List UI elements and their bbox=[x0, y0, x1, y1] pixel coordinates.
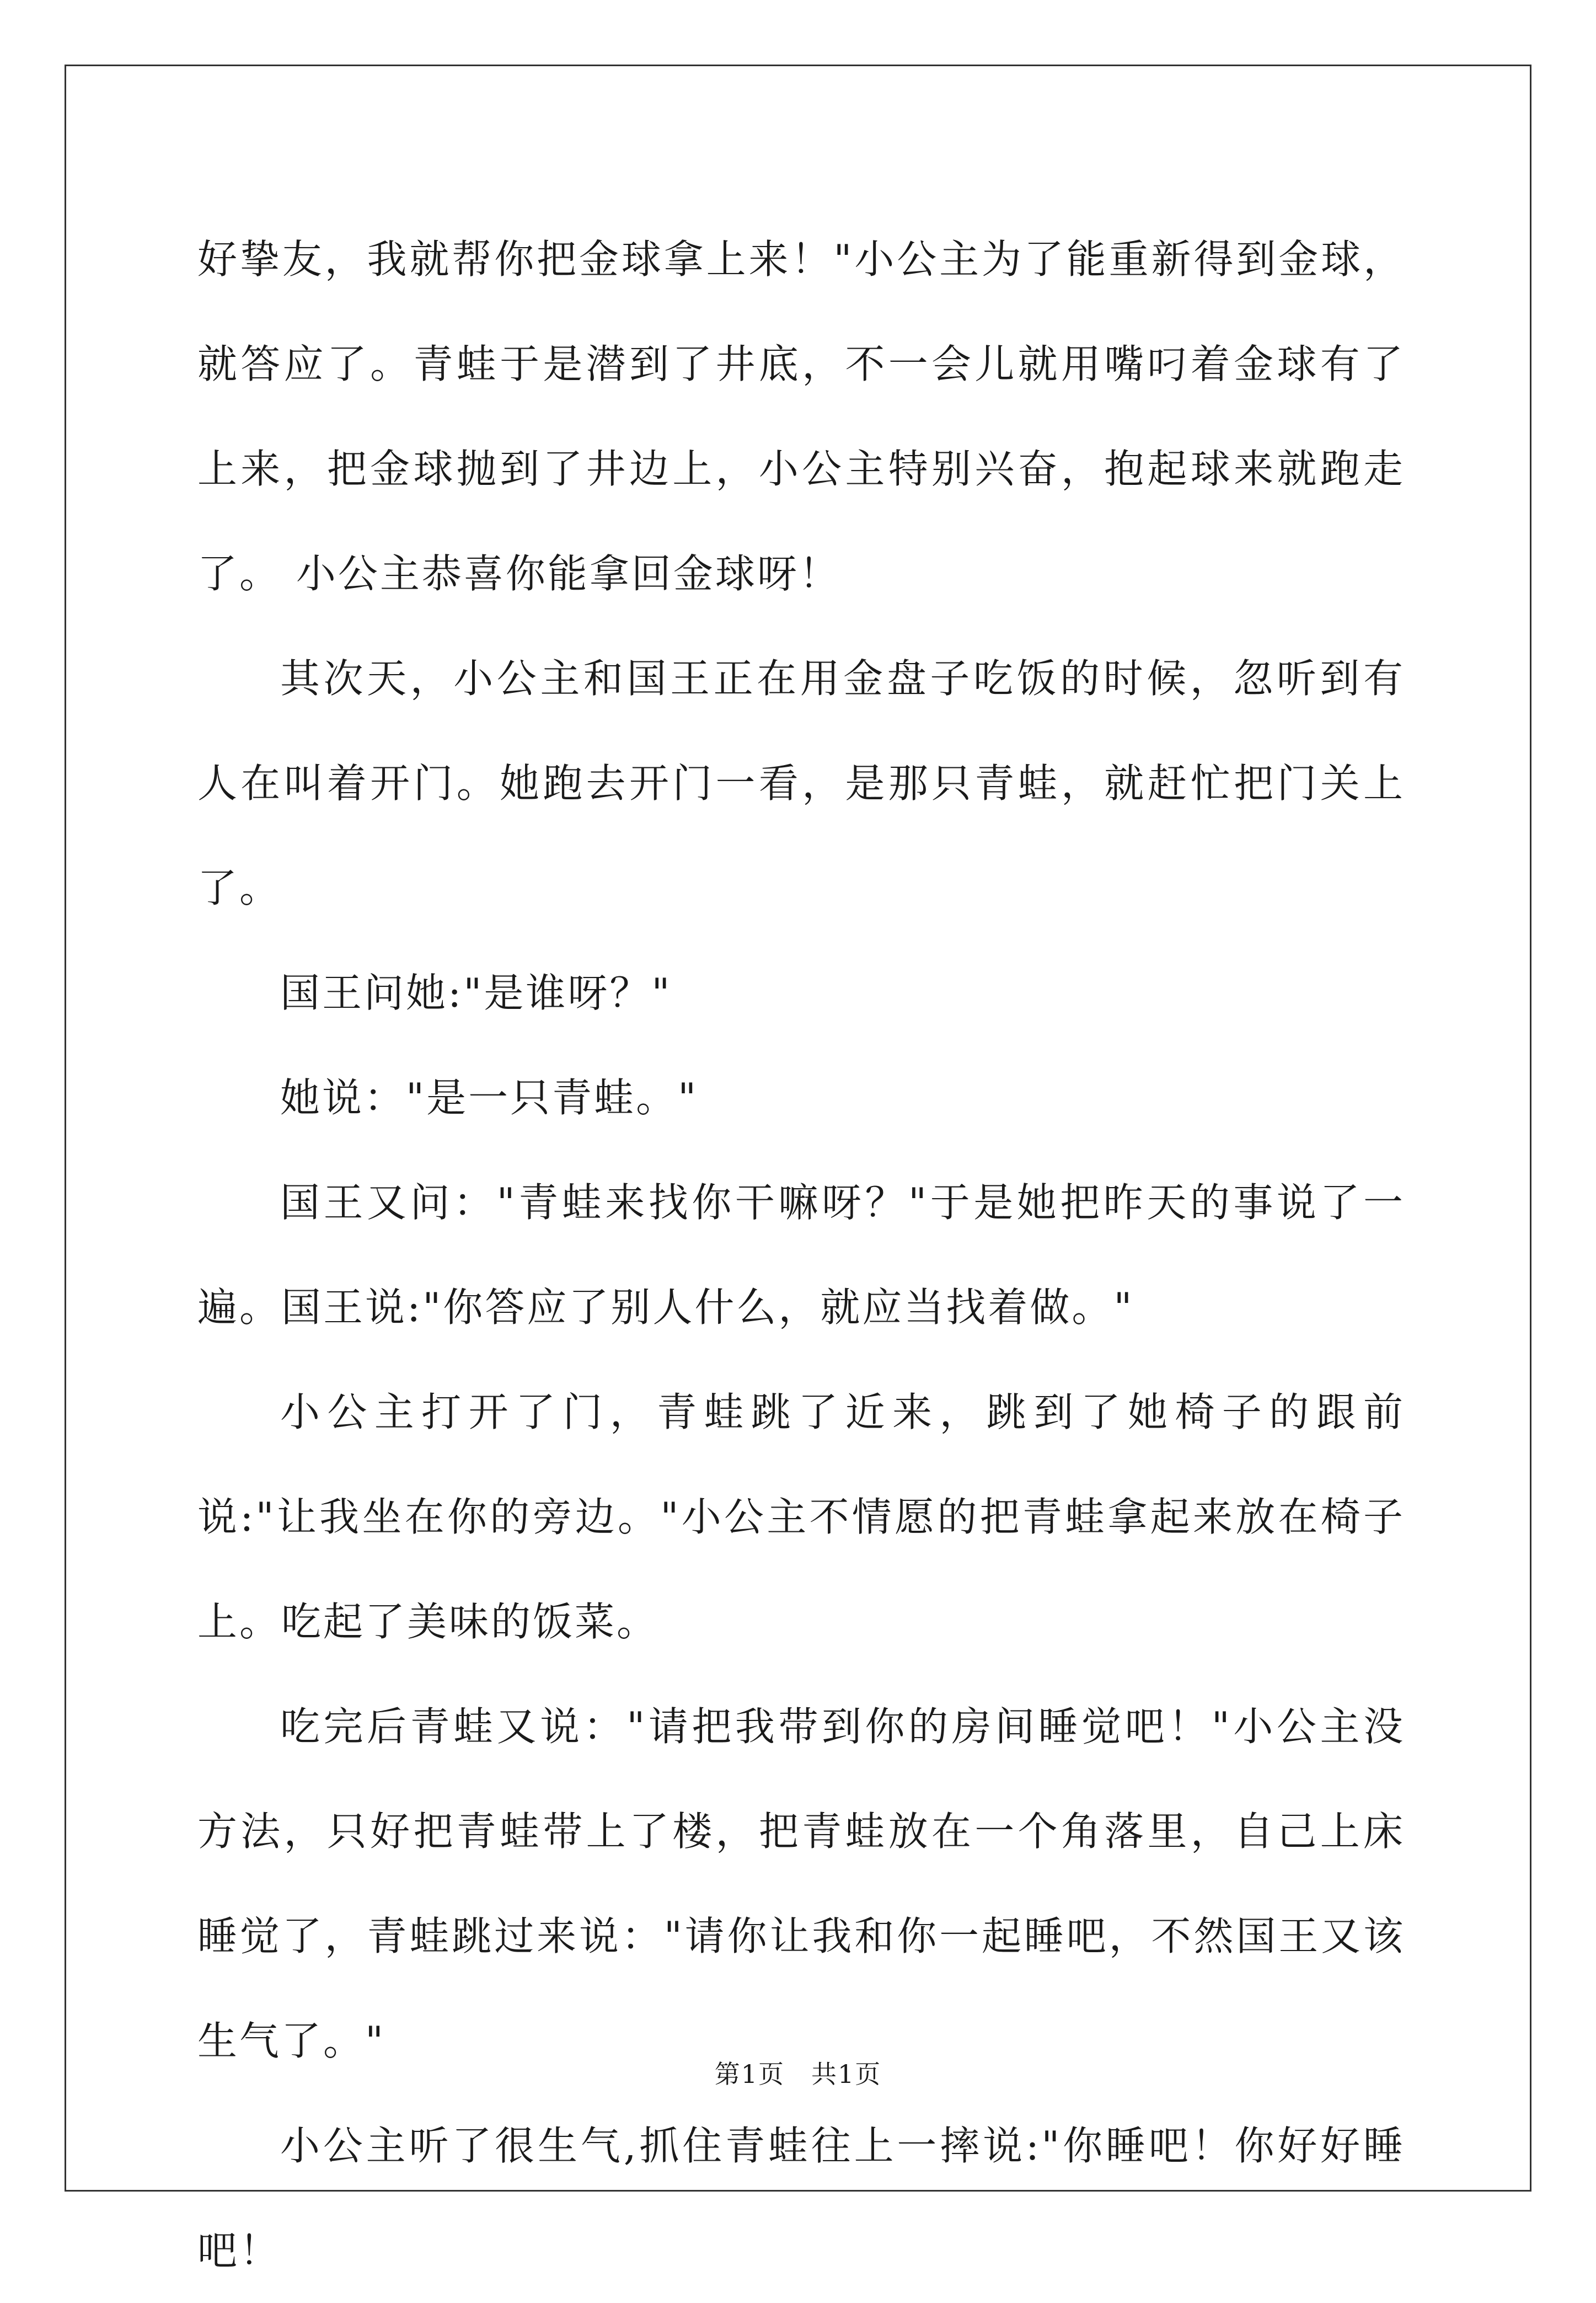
paragraph: 小公主听了很生气,抓住青蛙往上一摔说:"你睡吧！你好好睡吧！ bbox=[197, 2123, 1405, 2274]
paragraph: 她说："是一只青蛙。" bbox=[280, 1075, 699, 1121]
paragraph: 国王又问："青蛙来找你干嘛呀？"于是她把昨天的事说了一遍。国王说:"你答应了别人什么，就应当找着做。" bbox=[197, 1179, 1405, 1330]
paragraph: 国王问她:"是谁呀？" bbox=[280, 970, 672, 1016]
paragraph: 吃完后青蛙又说："请把我带到你的房间睡觉吧！"小公主没方法，只好把青蛙带上了楼，把青蛙放在一个角落里，自己上床睡觉了，青蛙跳过来说："请你让我和你一起睡吧，不然国王又该生气了。" bbox=[197, 1703, 1405, 2064]
paragraph: 小公主打开了门，青蛙跳了近来，跳到了她椅子的跟前说:"让我坐在你的旁边。"小公主不情愿的把青蛙拿起来放在椅子上。吃起了美味的饭菜。 bbox=[197, 1389, 1405, 1645]
document-body bbox=[197, 207, 1405, 2303]
page-number-footer: 第1页 共1页 bbox=[714, 2059, 882, 2089]
paragraph: 其次天，小公主和国王正在用金盘子吃饭的时候，忽听到有人在叫着开门。她跑去开门一看，是那只青蛙，就赶忙把门关上了。 bbox=[197, 655, 1405, 911]
paragraph: 好挚友，我就帮你把金球拿上来！"小公主为了能重新得到金球，就答应了。青蛙于是潜到了井底，不一会儿就用嘴叼着金球有了上来，把金球抛到了井边上，小公主特别兴奋，抱起球来就跑走了。 小公主恭喜你能拿回金球呀！ bbox=[197, 236, 1405, 597]
